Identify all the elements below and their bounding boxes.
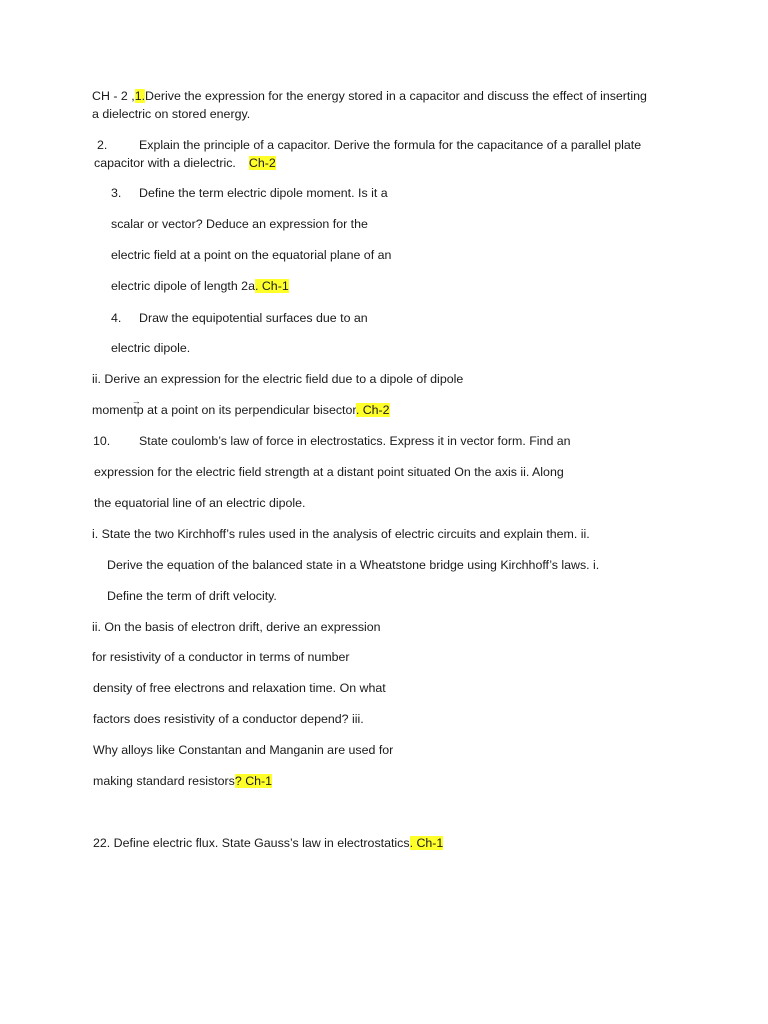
q1-line-2: a dielectric on stored energy. <box>92 107 251 121</box>
q10-line-1 <box>93 433 571 449</box>
qd-line-3: density of free electrons and relaxation time. On what <box>93 681 386 695</box>
qd-line-6 <box>93 773 272 789</box>
q4ii-text-post: at a point on its perpendicular bisector <box>143 403 356 417</box>
q4-line-2: electric dipole. <box>111 341 191 355</box>
q10-line-3: the equatorial line of an electric dipole. <box>94 496 306 510</box>
q4ii-line-1: ii. Derive an expression for the electric field due to a dipole of dipole <box>92 372 464 386</box>
q2-text: Explain the principle of a capacitor. Derive the formula for the capacitance of a parallel plate <box>139 138 642 152</box>
chapter-tag: . Ch-2 <box>355 403 390 417</box>
q3-text: Define the term electric dipole moment. Is it a <box>139 186 388 200</box>
q4-line-1 <box>111 310 368 326</box>
q4-text: Draw the equipotential surfaces due to an <box>139 311 368 325</box>
q10-number: 10. <box>93 434 111 448</box>
q1-line-1 <box>92 88 647 104</box>
q4-number: 4. <box>111 311 122 325</box>
chapter-tag: . Ch-1 <box>254 279 289 293</box>
q4ii-text-pre: moment <box>92 403 137 417</box>
q1-text: Derive the expression for the energy stored in a capacitor and discuss the effect of inserting <box>145 89 647 103</box>
vector-arrow-icon: → <box>131 396 141 406</box>
q2-text-b: capacitor with a dielectric. <box>94 156 236 170</box>
chapter-prefix: CH - 2 , <box>92 89 135 103</box>
qk-line-3: Define the term of drift velocity. <box>107 589 277 603</box>
q1-number: 1. <box>134 89 146 103</box>
q3-text-4: electric dipole of length 2a <box>111 279 255 293</box>
q2-line-1 <box>97 137 641 153</box>
q22-text: 22. Define electric flux. State Gauss’s law in electrostatics <box>93 836 410 850</box>
q2-number: 2. <box>97 138 108 152</box>
qk-line-1: i. State the two Kirchhoff’s rules used in the analysis of electric circuits and explain them. ii. <box>92 527 590 541</box>
q3-line-4 <box>111 278 289 294</box>
qd-line-1: ii. On the basis of electron drift, derive an expression <box>92 620 381 634</box>
chapter-tag: ? Ch-1 <box>234 774 273 788</box>
q10-line-2: expression for the electric field strength at a distant point situated On the axis ii. Along <box>94 465 564 479</box>
chapter-tag: . Ch-1 <box>409 836 444 850</box>
qd-line-4: factors does resistivity of a conductor depend? iii. <box>93 712 364 726</box>
qk-line-2: Derive the equation of the balanced state in a Wheatstone bridge using Kirchhoff’s laws. i. <box>107 558 600 572</box>
qd-text-6: making standard resistors <box>93 774 235 788</box>
q3-line-3: electric field at a point on the equatorial plane of an <box>111 248 392 262</box>
qd-line-2: for resistivity of a conductor in terms of number <box>92 650 350 664</box>
q3-line-1 <box>111 185 388 201</box>
q2-line-2 <box>94 155 276 171</box>
chapter-tag: Ch-2 <box>248 156 276 170</box>
q22-line <box>93 835 443 851</box>
qd-line-5: Why alloys like Constantan and Manganin are used for <box>93 743 394 757</box>
q3-line-2: scalar or vector? Deduce an expression for the <box>111 217 368 231</box>
q4ii-line-2 <box>92 396 390 418</box>
dipole-vector-p: → p <box>137 402 144 418</box>
q10-text: State coulomb’s law of force in electrostatics. Express it in vector form. Find an <box>139 434 571 448</box>
q3-number: 3. <box>111 186 122 200</box>
